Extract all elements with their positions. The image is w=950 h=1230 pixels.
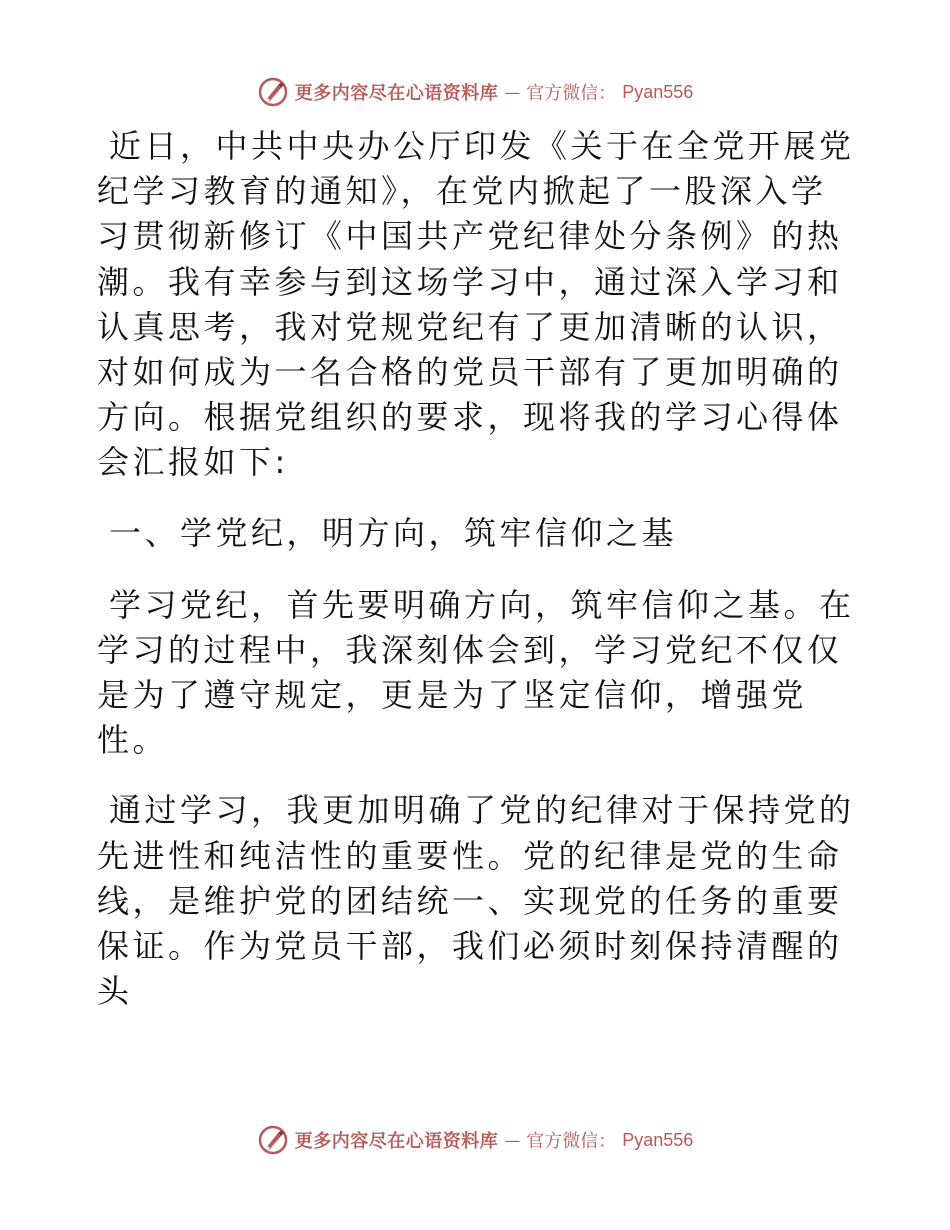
- watermark-wechat-id: Pyan556: [622, 1129, 694, 1150]
- watermark-wechat-id: Pyan556: [622, 81, 694, 102]
- watermark-footer: [0, 1120, 950, 1160]
- watermark-brand: 更多内容尽在心语资料库: [294, 1131, 499, 1152]
- watermark-header: [0, 72, 950, 112]
- watermark-wechat-label: 官方微信：: [526, 83, 617, 104]
- pen-logo-icon: [257, 1124, 289, 1156]
- section-paragraph-1: 学习党纪，首先要明确方向，筑牢信仰之基。在学习的过程中，我深刻体会到，学习党纪不仅仅是为了遵守规定，更是为了坚定信仰，增强党性。: [97, 585, 855, 760]
- intro-paragraph: 近日，中共中央办公厅印发《关于在全党开展党纪学习教育的通知》，在党内掀起了一股深入学习贯彻新修订《中国共产党纪律处分条例》的热潮。我有幸参与到这场学习中，通过深入学习和认真思考，我对党规党纪有了更加清晰的认识，对如何成为一名合格的党员干部有了更加明确的方向。根据党组织的要求，现将我的学习心得体会汇报如下:: [97, 127, 855, 482]
- watermark-brand: 更多内容尽在心语资料库: [294, 83, 499, 104]
- section-paragraph-2: 通过学习，我更加明确了党的纪律对于保持党的先进性和纯洁性的重要性。党的纪律是党的生命线，是维护党的团结统一、实现党的任务的重要保证。作为党员干部，我们必须时刻保持清醒的头: [97, 791, 855, 1011]
- document-body: [97, 124, 857, 1039]
- watermark-separator: —: [504, 82, 521, 102]
- watermark-wechat-label: 官方微信：: [526, 1131, 617, 1152]
- watermark-separator: —: [504, 1130, 521, 1150]
- section-heading-1: 一、学党纪，明方向，筑牢信仰之基: [109, 513, 678, 552]
- pen-logo-icon: [257, 76, 289, 108]
